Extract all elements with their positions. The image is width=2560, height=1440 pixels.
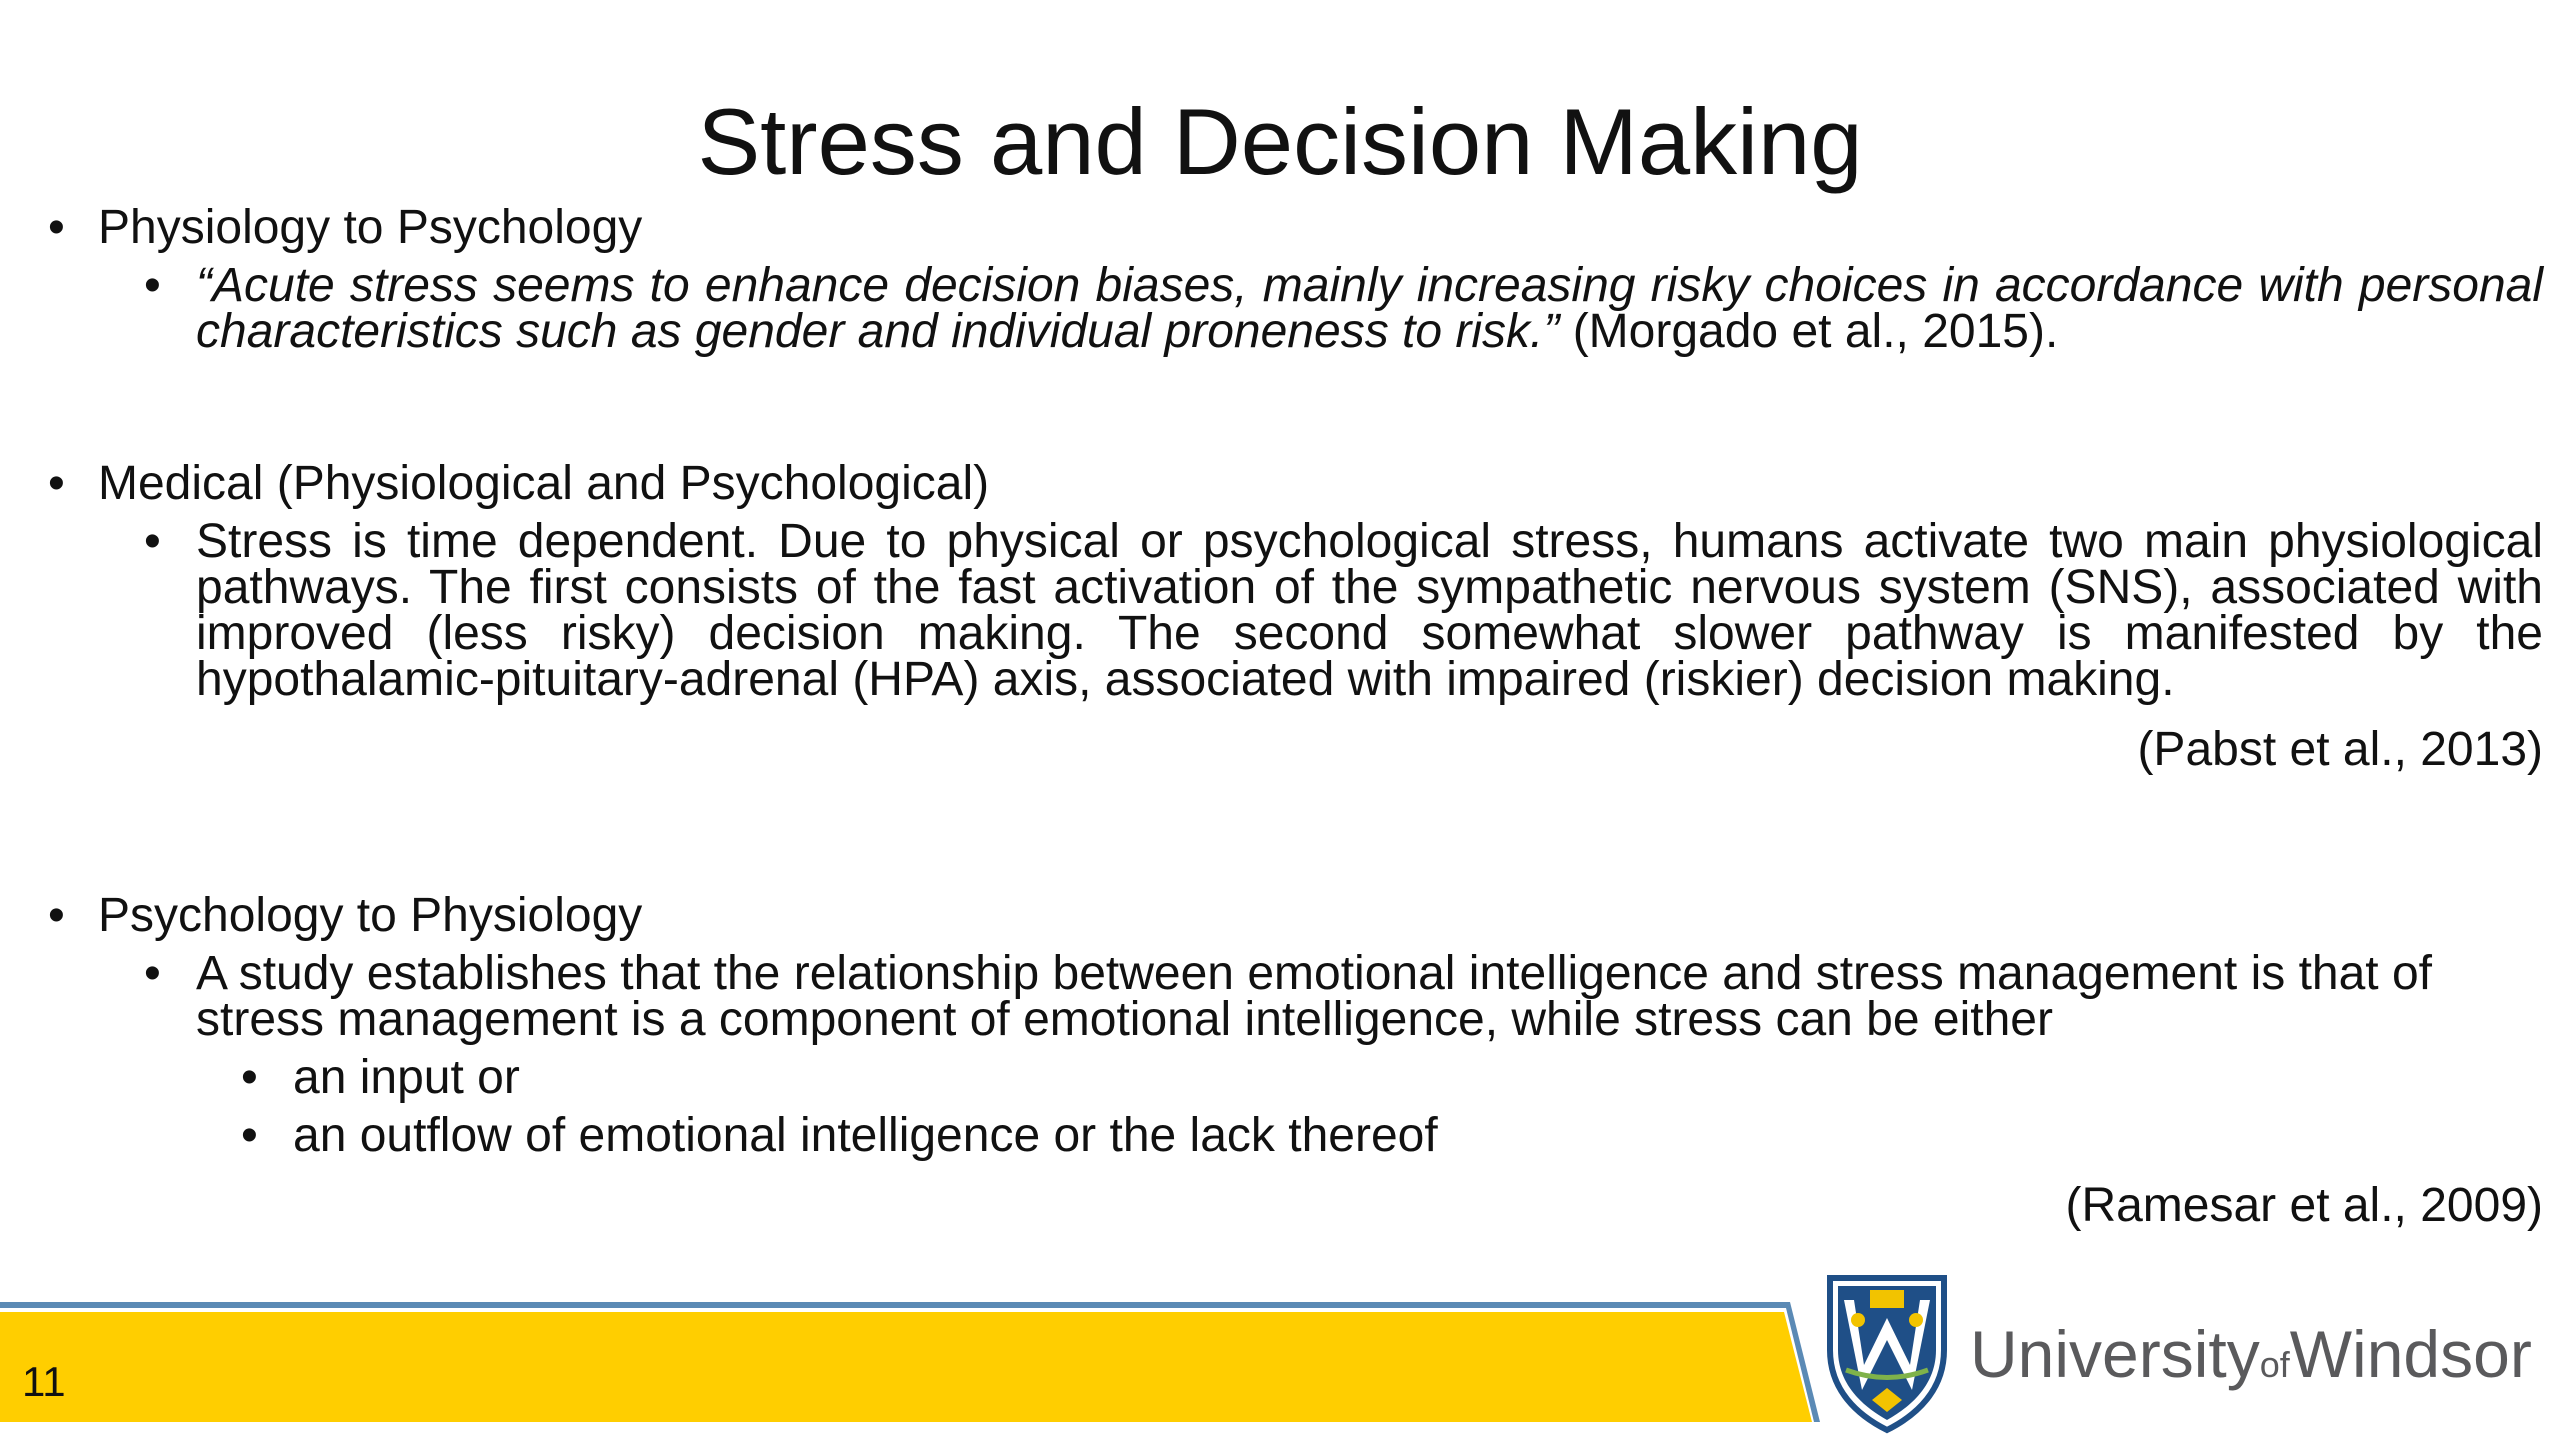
university-shield-icon — [1822, 1270, 1952, 1435]
section-heading: Medical (Physiological and Psychological) — [98, 457, 990, 510]
bullet-medical — [38, 457, 2543, 510]
sub-bullet-quote — [38, 259, 2543, 358]
logo-text-windsor: Windsor — [2289, 1317, 2532, 1391]
study-body-text: A study establishes that the relationship between emotional intelligence and stress management is that of stress management is a component of emotional intelligence, while stress can be either — [196, 947, 2433, 1046]
university-logo-text — [1970, 1316, 2532, 1403]
logo-text-university: University — [1970, 1317, 2260, 1391]
bullet-dot: • — [241, 1051, 258, 1104]
bullet-dot: • — [48, 889, 65, 942]
subitem-text: an input or — [293, 1051, 520, 1104]
bullet-dot: • — [48, 201, 65, 254]
slide-number: 11 — [22, 1358, 66, 1405]
section-heading: Psychology to Physiology — [98, 889, 643, 942]
slide-title: Stress and Decision Making — [697, 89, 1863, 194]
bullet-psychology-to-physiology — [38, 889, 2543, 942]
sub-sub-bullet-outflow — [38, 1109, 2543, 1162]
section-heading: Physiology to Psychology — [98, 201, 643, 254]
bullet-dot: • — [144, 947, 161, 1000]
bullet-physiology-to-psychology — [38, 201, 2543, 254]
bullet-dot: • — [144, 259, 161, 312]
logo-text-of: of — [2259, 1344, 2290, 1385]
citation-ramesar: (Ramesar et al., 2009) — [2065, 1179, 2543, 1232]
slide-content — [38, 201, 2543, 1232]
bullet-dot: • — [241, 1109, 258, 1162]
sub-bullet-stress-time-dependent — [38, 515, 2543, 706]
bullet-dot: • — [144, 515, 161, 568]
sub-bullet-study — [38, 947, 2543, 1046]
citation-pabst: (Pabst et al., 2013) — [2137, 723, 2543, 776]
quote-citation: (Morgado et al., 2015). — [1559, 305, 2059, 358]
footer-band — [0, 1294, 1820, 1422]
subitem-text: an outflow of emotional intelligence or the lack thereof — [293, 1109, 1438, 1162]
quote-text: “Acute stress seems to enhance decision biases, mainly increasing risky choices in accordance with personal characteristics such as gender and individual proneness to risk.” — [196, 259, 2543, 358]
sub-sub-bullet-input — [38, 1051, 2543, 1104]
medical-body-text: Stress is time dependent. Due to physical or psychological stress, humans activate two main physiological pathways. The first consists of the fast activation of the sympathetic nervous system (SNS), associated with improved (less risky) decision making. The second somewhat slower pathway is manifested by the hypothalamic-pituitary-adrenal (HPA) axis, associated with impaired (riskier) decision making. — [196, 515, 2543, 706]
bullet-dot: • — [48, 457, 65, 510]
